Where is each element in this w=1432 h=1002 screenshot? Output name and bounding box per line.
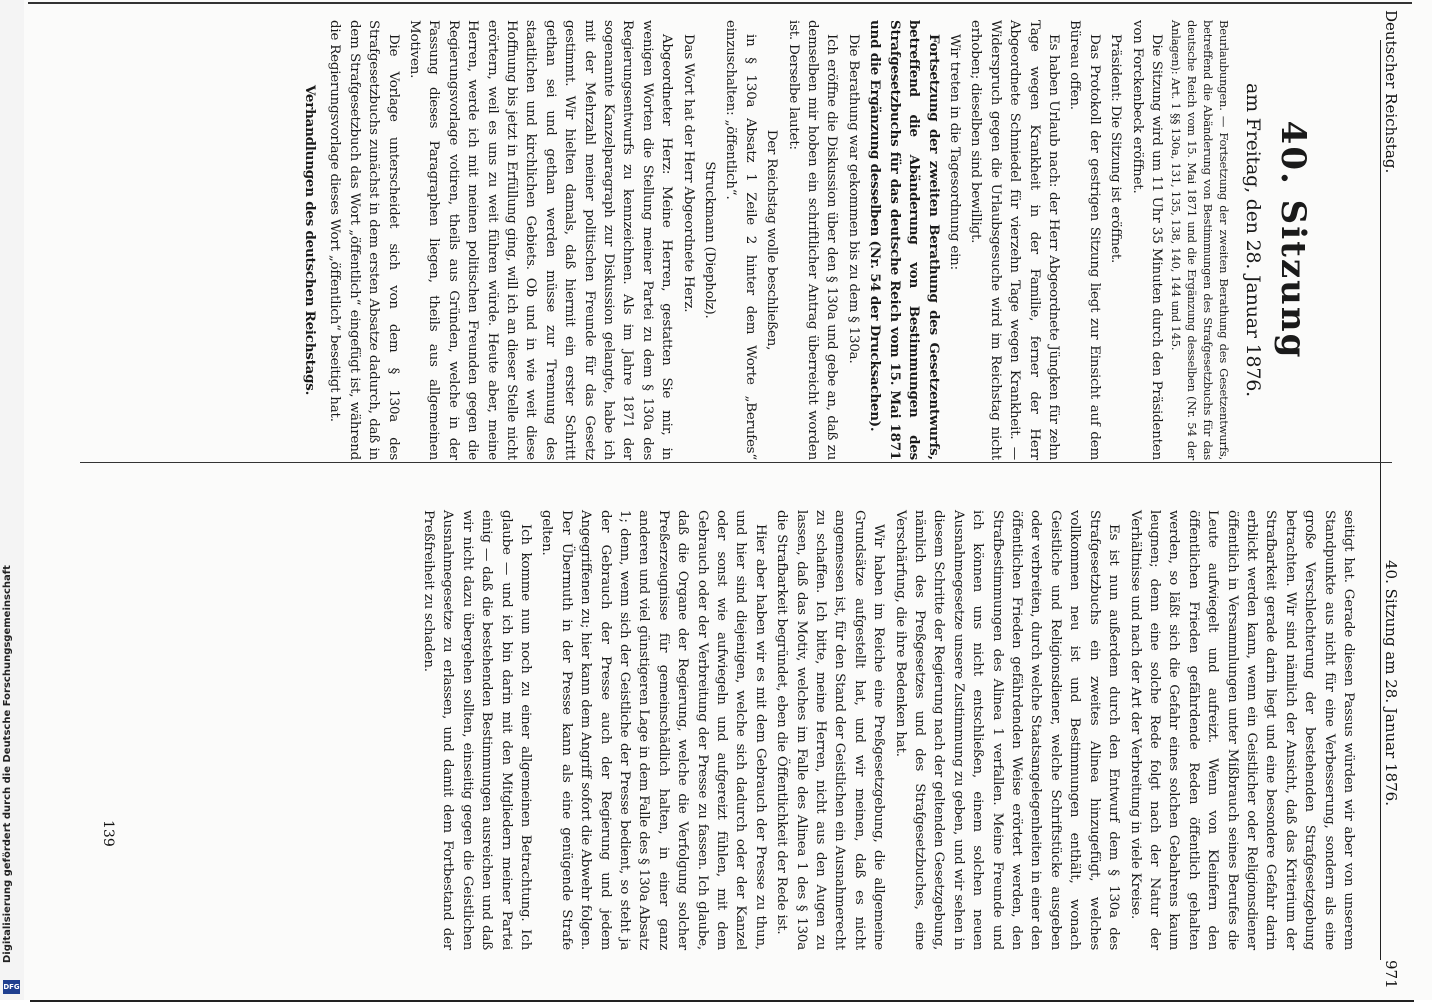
motion-intro: Der Reichstag wolle beschließen, [764,129,780,351]
running-header [1372,0,1402,1000]
paragraph: Die Sitzung wird um 11 Uhr 35 Minuten durch den Präsidenten von Forckenbeck eröffnet. [1129,20,1164,460]
paragraph: Das Wort hat der Herr Abgeordnete Herz. [680,34,696,313]
speech: Die Vorlage unterscheidet sich von dem § 130a des Strafgesetzbuchs zunächst in dem ersten Absatze dadurch, daß in dem Strafgesetzbuch das Wort „öffentlich“ eingefügt ist, während die Regierungsvorlage dieses Wort „öffentlich“ beseitigt hat. [327,20,401,460]
agenda-item: Fortsetzung der zweiten Berathung des Gesetzentwurfs, betreffend die Abänderung von Bestimmungen des Strafgesetzbuchs für das deutsche Reich vom 15. Mai 1871 und die Ergänzung desselben (Nr. 54 der Drucksachen). [867,20,942,460]
column-right [68,510,1358,950]
paragraph: Das Protokoll der gestrigen Sitzung liegt zur Einsicht auf dem Büreau offen. [1067,20,1102,460]
dfg-logo-icon: DFG [3,980,20,994]
paragraph: Die Berathung war gekommen bis zu dem § 130a. [845,34,861,364]
page-rule [30,1000,1414,1002]
session-date: am Freitag, den 28. Januar 1876. [1242,83,1264,397]
journal-title: Deutscher Reichstag. [1382,10,1400,174]
paragraph: Ich eröffne die Diskussion über den § 130a und gebe an, daß zu demselben mir hoben ein schriftlicher Antrag überreicht worden ist. Derselbe lautet: [785,20,840,460]
digitization-strip [0,0,24,1000]
paragraph: Es haben Urlaub nach: der Herr Abgeordnete Jüngken für zehn Tage wegen Krankheit in der Familie, ferner der Herr Abgeordnete Schmiedel für vierzehn Tage wegen Krankheit. — Widerspruch gegen die Urlaubsgesuche wird im Reichstag nicht erhoben; dieselben sind bewilligt. [968,20,1061,460]
column-left [68,20,1358,460]
motion-signatory: Struckmann (Diepholz). [702,161,718,319]
speech: Hier aber haben wir es mit dem Gebrauch der Presse zu thun, und hier sind diejenigen, welche sich dadurch oder der Kanzel oder sonst wie aufwiegeln und aufgereizt fühlen, mit dem Gebrauch oder der Verbreitung der Presse zu fassen. Ich glaube, daß die Organe der Regierung, welche die Verfolgung solcher Preßerzeugnisse für gemeinschädlich halten, in einer ganz anderen und viel günstigeren Lage in dem Falle des § 130a Absatz 1; denn, wenn sich der Geistliche der Presse bedient, so steht ja der Gebrauch der Presse auch der Regierung und jedem Angegriffenen zu; hier kann dem Angriff sofort die Abwehr folgen. Der Übermuth in der Presse kann als eine genügende Strafe gelten. [539,510,768,950]
folio-number: 139 [100,820,116,847]
rotated-page [36,0,1416,1000]
session-reference: 40. Sitzung am 28. Januar 1876. [1382,560,1400,806]
speech: Ich komme nun noch zu einer allgemeinen Betrachtung. Ich glaube — und ich bin darin mit den Mitgliedern meiner Partei einig — daß die bestehenden Bestimmungen ausreichen und daß wir nicht dazu übergehen sollten, einseitig gegen die Geistlichen Ausnahmegesetze zu erlassen, und damit dem Fortbestand der Preßfreiheit zu schaden. [420,510,533,950]
speech: seitigt hat. Gerade diesen Passus würden wir aber von unserem Standpunkte aus nicht für eine Verbesserung, sondern als eine große Verschlechterung der bestehenden Strafgesetzgebung betrachten. Wir sind nämlich der Ansicht, daß das Kriterium der Strafbarkeit gerade darin liegt und eine besondere Gefahr darin erblickt werden kann, wenn ein Geistlicher oder Religionsdiener öffentlich in Versammlungen unter Mißbrauch seines Berufes die Leute aufwiegelt und aufreizt. Wenn von Kleinfern den öffentlichen Frieden gefährdende Reden öffentlich gehalten werden, so läßt sich die Gefahr eines solchen Gebahrens kaum leugnen; denn eine solche Rede folgt nach der Natur der Verhältnisse und nach der Art der Verbreitung in viele Kreise. [1127,510,1356,950]
page-number: 971 [1382,960,1400,989]
agenda-summary: Beurlaubungen. — Fortsetzung der zweiten Berathung des Gesetzentwurfs, betreffend die Abänderung von Bestimmungen des Strafgesetzbuchs für das deutsche Reich vom 15. Mai 1871 und die Ergänzung desselben (Nr. 54 der Anlagen): Art. 1 §§ 130a, 131, 135, 138, 140, 144 und 145. [1169,20,1231,460]
paragraph: Präsident: Die Sitzung ist eröffnet. [1108,34,1124,264]
paragraph: Wir treten in die Tagesordnung ein: [946,34,962,270]
speech: Wir haben im Reiche eine Preßgesetzgebung, die allgemeine Grundsätze aufgestellt hat, und wir meinen, daß es nicht angemessen ist, für den Stand der Geistlichen ein Ausnahmerecht zu schaffen. Ich bitte, meine Herren, nicht aus den Augen zu lassen, daß das Motiv, welches im Falle des Alinea 1 des § 130a die Strafbarkeit begründet, eben die Öffentlichkeit der Rede ist. [774,510,887,950]
speech: Abgeordneter Herz: Meine Herren, gestatten Sie mir, in wenigen Worten die Stellung meiner Partei zu dem § 130a des Regierungsentwurfs zu kennzeichnen. Als im Jahre 1871 der sogenannte Kanzelparagraph zur Diskussion gelangte, habe ich mit der Mehrzahl meiner politischen Freunde für das Gesetz gestimmt. Wir hielten damals, daß hiermit ein erster Schritt gethan sei und gethan werden müsse zur Trennung des staatlichen und kirchlichen Gebiets. Ob und in wie weit diese Hoffnung bis jetzt in Erfüllung ging, will ich an dieser Stelle nicht erörtern, weil es uns zu weit führen würde. Heute aber, meine Herren, werde ich mit meinen politischen Freunden gegen die Regierungsvorlage votiren, theils aus Gründen, welche in der Fassung dieses Paragraphen liegen, theils aus allgemeinen Motiven. [406,20,675,460]
motion-text: in § 130a Absatz 1 Zeile 2 hinter dem Worte „Berufes“ einzuschalten: „öffentlich“. [723,20,758,460]
page-footer: Verhandlungen des deutschen Reichstags. [301,84,318,396]
speech: Es ist nun außerdem durch den Entwurf dem § 130a des Strafgesetzbuchs ein zweites Alinea hinzugefügt, welches vollkommen neu ist und Bestimmungen enthält, wonach Geistliche und Religionsdiener, welche Schriftstücke ausgeben oder verbreiten, durch welche Staatsangelegenheiten in einer den öffentlichen Frieden gefährdenden Weise erörtert werden, den Strafbestimmungen des Alinea 1 verfallen. Meine Freunde und ich können uns nicht entschließen, einem solchen neuen Ausnahmegesetze unsere Zustimmung zu geben, und wir sehen in diesem Schritte der Regierung nach der geltenden Gesetzgebung, nämlich des Preßgesetzes und des Strafgesetzbuches, eine Verschärfung, die ihre Bedenken hat. [892,510,1122,950]
digitization-credit: Digitalisierung gefördert durch die Deutsche Forschungsgemeinschaft [2,565,13,963]
session-title: 40. Sitzung [1273,120,1313,360]
